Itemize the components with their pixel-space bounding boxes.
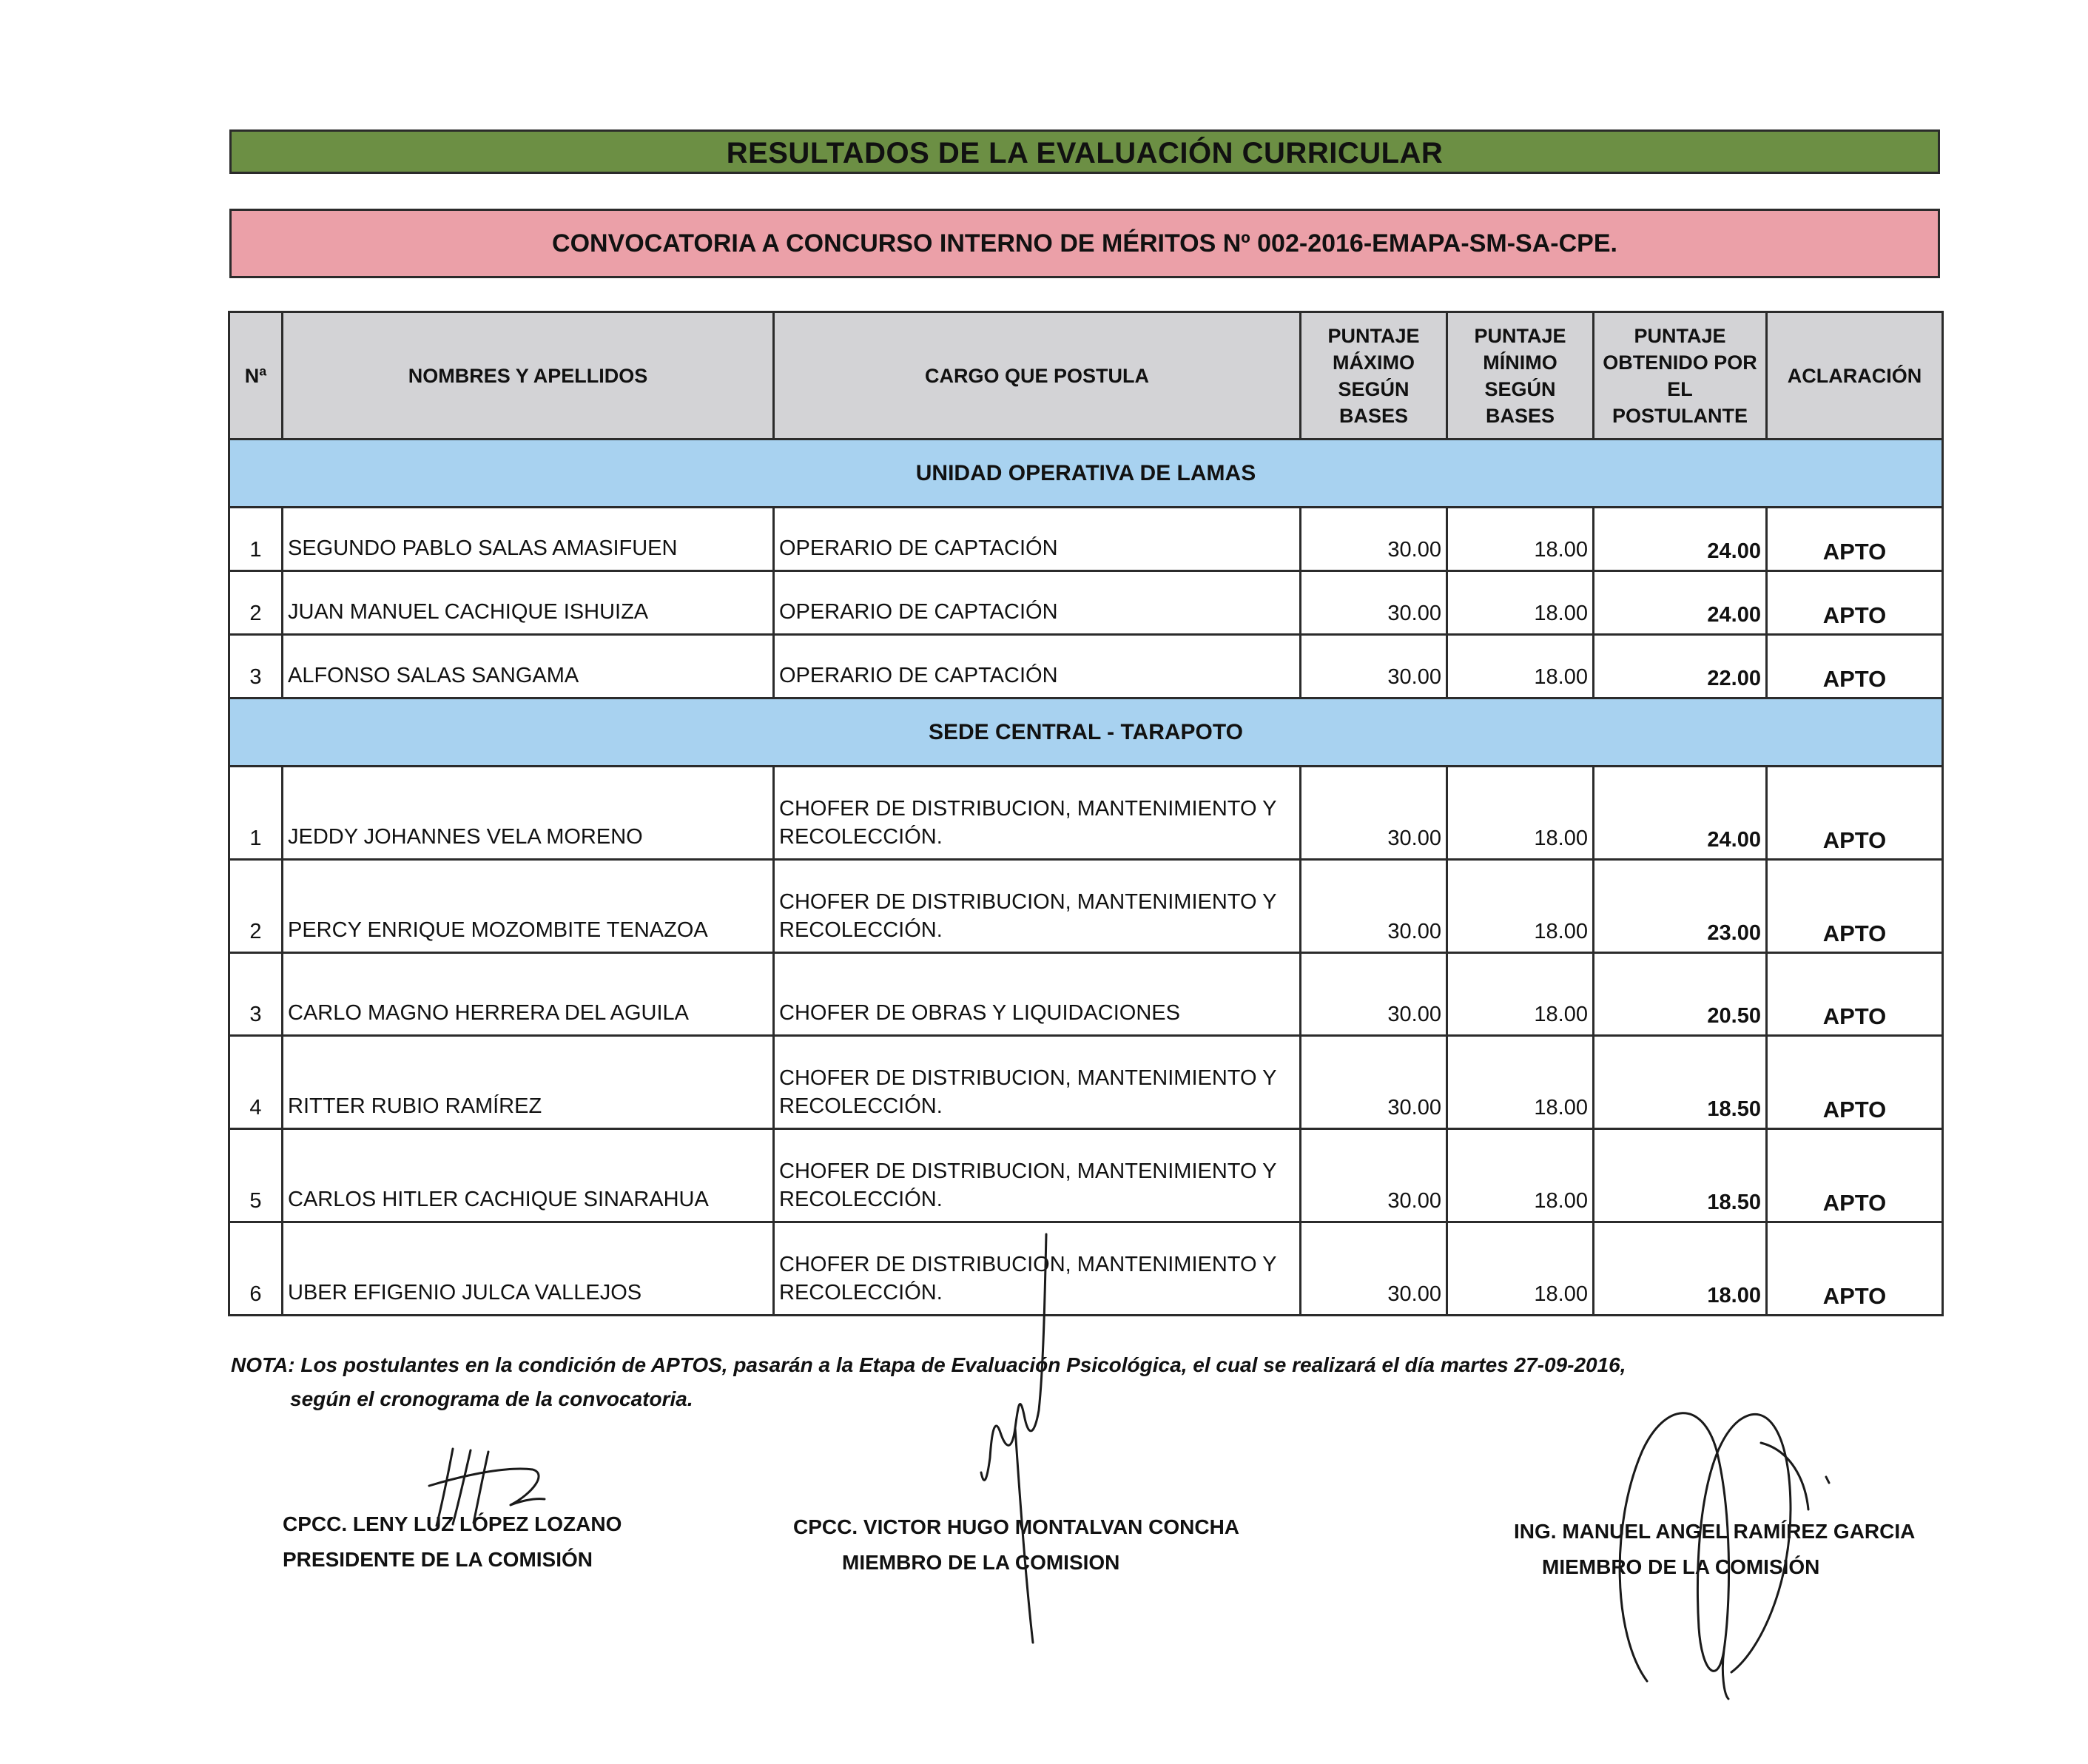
cell-nombre: RITTER RUBIO RAMÍREZ: [283, 1036, 774, 1129]
cell-nombre: ALFONSO SALAS SANGAMA: [283, 635, 774, 698]
cell-obtenido: 22.00: [1594, 635, 1767, 698]
section-title: SEDE CENTRAL - TARAPOTO: [229, 698, 1943, 767]
cell-aclaracion: APTO: [1767, 860, 1943, 953]
cell-max: 30.00: [1301, 508, 1447, 571]
cell-n: 6: [229, 1222, 283, 1316]
cell-cargo: OPERARIO DE CAPTACIÓN: [774, 571, 1301, 635]
document-title: RESULTADOS DE LA EVALUACIÓN CURRICULAR: [726, 137, 1444, 169]
cell-max: 30.00: [1301, 1036, 1447, 1129]
cell-max: 30.00: [1301, 571, 1447, 635]
signatory-role: MIEMBRO DE LA COMISIÓN: [1542, 1555, 1820, 1578]
cargo-line-1: CHOFER DE DISTRIBUCION, MANTENIMIENTO Y: [779, 1253, 1277, 1276]
signatory-president: [283, 1507, 622, 1578]
cell-min: 18.00: [1447, 508, 1594, 571]
cell-n: 3: [229, 635, 283, 698]
cell-nombre: CARLO MAGNO HERRERA DEL AGUILA: [283, 953, 774, 1036]
cell-nombre: SEGUNDO PABLO SALAS AMASIFUEN: [283, 508, 774, 571]
cell-n: 2: [229, 571, 283, 635]
cell-n: 1: [229, 767, 283, 860]
cell-min: 18.00: [1447, 767, 1594, 860]
cell-max: 30.00: [1301, 1222, 1447, 1316]
cell-n: 4: [229, 1036, 283, 1129]
cargo-line-2: RECOLECCIÓN.: [779, 1094, 943, 1118]
cell-cargo: CHOFER DE OBRAS Y LIQUIDACIONES: [774, 953, 1301, 1036]
cell-obtenido: 18.00: [1594, 1222, 1767, 1316]
section-row: [229, 440, 1943, 508]
cargo-line-2: RECOLECCIÓN.: [779, 1188, 943, 1211]
signatory-name: CPCC. LENY LUZ LÓPEZ LOZANO: [283, 1512, 622, 1535]
cell-aclaracion: APTO: [1767, 1222, 1943, 1316]
results-table: [228, 311, 1944, 1316]
cargo-line-2: RECOLECCIÓN.: [779, 918, 943, 942]
cell-obtenido: 18.50: [1594, 1129, 1767, 1222]
cell-n: 1: [229, 508, 283, 571]
note-line-1: NOTA: Los postulantes en la condición de APTOS, pasarán a la Etapa de Evaluación Psicológica, el cual se realizará el día martes 27-09-2016,: [231, 1353, 1626, 1376]
header-min: PUNTAJE MÍNIMO SEGÚN BASES: [1447, 312, 1594, 440]
cell-obtenido: 23.00: [1594, 860, 1767, 953]
cell-max: 30.00: [1301, 860, 1447, 953]
cell-cargo: OPERARIO DE CAPTACIÓN: [774, 508, 1301, 571]
header-max: PUNTAJE MÁXIMO SEGÚN BASES: [1301, 312, 1447, 440]
table-row: [229, 1129, 1943, 1222]
cell-max: 30.00: [1301, 1129, 1447, 1222]
cell-min: 18.00: [1447, 571, 1594, 635]
cargo-line-2: RECOLECCIÓN.: [779, 1281, 943, 1305]
header-cargo: CARGO QUE POSTULA: [774, 312, 1301, 440]
document-subtitle: CONVOCATORIA A CONCURSO INTERNO DE MÉRITOS Nº 002-2016-EMAPA-SM-SA-CPE.: [552, 229, 1617, 257]
cell-min: 18.00: [1447, 860, 1594, 953]
signatory-member-2: [1514, 1514, 1915, 1585]
note: [231, 1348, 1933, 1416]
signatory-name: CPCC. VICTOR HUGO MONTALVAN CONCHA: [793, 1515, 1240, 1538]
cell-min: 18.00: [1447, 1036, 1594, 1129]
cell-cargo: OPERARIO DE CAPTACIÓN: [774, 635, 1301, 698]
signatory-name: ING. MANUEL ANGEL RAMÍREZ GARCIA: [1514, 1520, 1916, 1543]
table-row: [229, 1036, 1943, 1129]
table-row: [229, 953, 1943, 1036]
cargo-line-2: RECOLECCIÓN.: [779, 825, 943, 849]
header-obtenido: PUNTAJE OBTENIDO POR EL POSTULANTE: [1594, 312, 1767, 440]
header-aclaracion: ACLARACIÓN: [1767, 312, 1943, 440]
cell-aclaracion: APTO: [1767, 571, 1943, 635]
cell-min: 18.00: [1447, 1222, 1594, 1316]
section-title: UNIDAD OPERATIVA DE LAMAS: [229, 440, 1943, 508]
table-row: [229, 508, 1943, 571]
cell-obtenido: 18.50: [1594, 1036, 1767, 1129]
cell-max: 30.00: [1301, 953, 1447, 1036]
signatory-member-1: [793, 1509, 1239, 1580]
note-line-2: según el cronograma de la convocatoria.: [290, 1387, 693, 1410]
cell-cargo: [774, 1036, 1301, 1129]
section-row: [229, 698, 1943, 767]
cargo-line-1: CHOFER DE DISTRIBUCION, MANTENIMIENTO Y: [779, 1159, 1277, 1183]
cell-nombre: JUAN MANUEL CACHIQUE ISHUIZA: [283, 571, 774, 635]
table-row: [229, 635, 1943, 698]
cell-max: 30.00: [1301, 767, 1447, 860]
cell-max: 30.00: [1301, 635, 1447, 698]
cell-n: 3: [229, 953, 283, 1036]
table-row: [229, 571, 1943, 635]
header-nombres: NOMBRES Y APELLIDOS: [283, 312, 774, 440]
title-banner: [229, 129, 1940, 174]
cell-nombre: UBER EFIGENIO JULCA VALLEJOS: [283, 1222, 774, 1316]
cell-nombre: CARLOS HITLER CACHIQUE SINARAHUA: [283, 1129, 774, 1222]
header-n: Nª: [229, 312, 283, 440]
cell-aclaracion: APTO: [1767, 508, 1943, 571]
cell-aclaracion: APTO: [1767, 953, 1943, 1036]
cell-aclaracion: APTO: [1767, 1129, 1943, 1222]
subtitle-banner: [229, 209, 1940, 278]
cell-cargo: [774, 860, 1301, 953]
cell-cargo: [774, 767, 1301, 860]
cell-min: 18.00: [1447, 953, 1594, 1036]
cell-n: 2: [229, 860, 283, 953]
cell-obtenido: 20.50: [1594, 953, 1767, 1036]
cell-obtenido: 24.00: [1594, 571, 1767, 635]
header-row: [229, 312, 1943, 440]
cargo-line-1: CHOFER DE DISTRIBUCION, MANTENIMIENTO Y: [779, 1066, 1277, 1090]
cell-nombre: JEDDY JOHANNES VELA MORENO: [283, 767, 774, 860]
cell-obtenido: 24.00: [1594, 508, 1767, 571]
cell-nombre: PERCY ENRIQUE MOZOMBITE TENAZOA: [283, 860, 774, 953]
cell-cargo: [774, 1129, 1301, 1222]
cell-min: 18.00: [1447, 1129, 1594, 1222]
table-row: [229, 767, 1943, 860]
signatory-role: MIEMBRO DE LA COMISION: [842, 1551, 1120, 1574]
cell-n: 5: [229, 1129, 283, 1222]
cell-cargo: [774, 1222, 1301, 1316]
cell-aclaracion: APTO: [1767, 1036, 1943, 1129]
cell-aclaracion: APTO: [1767, 767, 1943, 860]
cargo-line-1: CHOFER DE DISTRIBUCION, MANTENIMIENTO Y: [779, 797, 1277, 821]
cell-min: 18.00: [1447, 635, 1594, 698]
cell-obtenido: 24.00: [1594, 767, 1767, 860]
table-row: [229, 860, 1943, 953]
cargo-line-1: CHOFER DE DISTRIBUCION, MANTENIMIENTO Y: [779, 890, 1277, 914]
signatory-role: PRESIDENTE DE LA COMISIÓN: [283, 1548, 593, 1571]
cell-aclaracion: APTO: [1767, 635, 1943, 698]
table-row: [229, 1222, 1943, 1316]
